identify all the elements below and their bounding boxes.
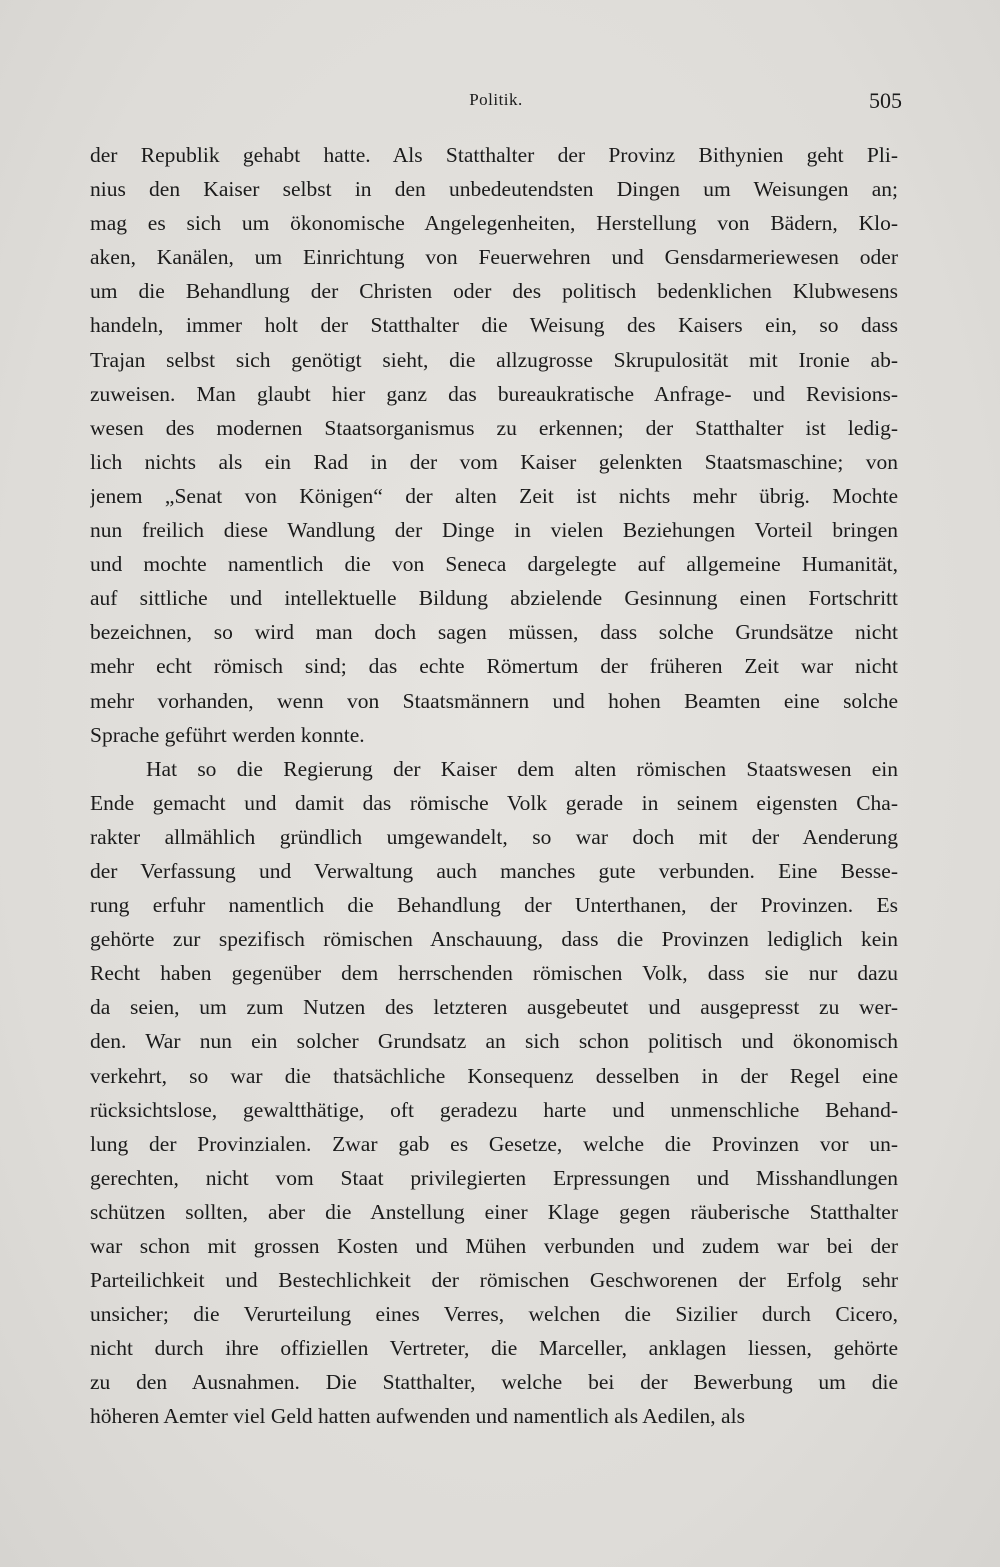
text-line: lung der Provinzialen. Zwar gab es Gesetze, welche die Provinzen vor un- [90, 1131, 898, 1156]
paragraph [90, 138, 898, 752]
text-line: der Verfassung und Verwaltung auch manches gute verbunden. Eine Besse- [90, 858, 898, 883]
paragraph-container [90, 138, 898, 1434]
text-line: bezeichnen, so wird man doch sagen müssen, dass solche Grundsätze nicht [90, 620, 898, 645]
text-line: und mochte namentlich die von Seneca dargelegte auf allgemeine Humanität, [90, 552, 898, 577]
text-line: der Republik gehabt hatte. Als Statthalter der Provinz Bithynien geht Pli- [90, 143, 898, 167]
text-line: Sprache geführt werden konnte. [90, 722, 365, 747]
text-line: den. War nun ein solcher Grundsatz an sich schon politisch und ökonomisch [90, 1029, 898, 1054]
text-line: gerechten, nicht vom Staat privilegierten Erpressungen und Misshandlungen [90, 1165, 898, 1190]
text-line: unsicher; die Verurteilung eines Verres, welchen die Sizilier durch Cicero, [90, 1302, 898, 1327]
paragraph [90, 752, 898, 1434]
text-line: um die Behandlung der Christen oder des politisch bedenklichen Klubwesens [90, 279, 898, 304]
text-line: wesen des modernen Staatsorganismus zu erkennen; der Statthalter ist ledig- [90, 415, 898, 440]
text-line: da seien, um zum Nutzen des letzteren ausgebeutet und ausgepresst zu wer- [90, 995, 898, 1020]
text-line: handeln, immer holt der Statthalter die Weisung des Kaisers ein, so dass [90, 313, 898, 338]
text-line: rung erfuhr namentlich die Behandlung der Unterthanen, der Provinzen. Es [90, 893, 898, 918]
text-line: Hat so die Regierung der Kaiser dem alten römischen Staatswesen ein [146, 756, 898, 781]
text-line: mehr echt römisch sind; das echte Römertum der früheren Zeit war nicht [90, 654, 898, 679]
text-line: gehörte zur spezifisch römischen Anschauung, dass die Provinzen lediglich kein [90, 927, 898, 952]
text-line: aken, Kanälen, um Einrichtung von Feuerwehren und Gensdarmeriewesen oder [90, 245, 898, 270]
body-text [90, 138, 898, 1434]
text-line: rücksichtslose, gewaltthätige, oft geradezu harte und unmenschliche Behand- [90, 1097, 898, 1122]
text-line: lich nichts als ein Rad in der vom Kaiser gelenkten Staatsmaschine; von [90, 449, 898, 474]
text-line: höheren Aemter viel Geld hatten aufwenden und namentlich als Aedilen, als [90, 1404, 745, 1429]
text-line: war schon mit grossen Kosten und Mühen verbunden und zudem war bei der [90, 1234, 898, 1258]
page-number: 505 [869, 88, 902, 113]
text-line: jenem „Senat von Königen“ der alten Zeit ist nichts mehr übrig. Mochte [90, 483, 898, 508]
text-line: nius den Kaiser selbst in den unbedeutendsten Dingen um Weisungen an; [90, 177, 898, 202]
text-line: Recht haben gegenüber dem herrschenden römischen Volk, dass sie nur dazu [90, 961, 898, 986]
text-line: Parteilichkeit und Bestechlichkeit der römischen Geschworenen der Erfolg sehr [90, 1268, 898, 1293]
text-line: mehr vorhanden, wenn von Staatsmännern und hohen Beamten eine solche [90, 688, 898, 713]
text-line: Ende gemacht und damit das römische Volk gerade in seinem eigensten Cha- [90, 790, 898, 815]
text-line: nicht durch ihre offiziellen Vertreter, die Marceller, anklagen liessen, gehörte [90, 1336, 898, 1361]
page-header [90, 88, 902, 118]
text-line: zu den Ausnahmen. Die Statthalter, welche bei der Bewerbung um die [90, 1370, 898, 1395]
running-head: Politik. [469, 90, 523, 109]
text-line: auf sittliche und intellektuelle Bildung abzielende Gesinnung einen Fortschritt [90, 586, 898, 611]
text-line: mag es sich um ökonomische Angelegenheiten, Herstellung von Bädern, Klo- [90, 211, 898, 236]
text-line: schützen sollten, aber die Anstellung einer Klage gegen räuberische Statthalter [90, 1199, 898, 1224]
text-line: verkehrt, so war die thatsächliche Konsequenz desselben in der Regel eine [90, 1063, 898, 1088]
text-line: zuweisen. Man glaubt hier ganz das bureaukratische Anfrage- und Revisions- [90, 381, 898, 406]
text-line: rakter allmählich gründlich umgewandelt, so war doch mit der Aenderung [90, 824, 898, 849]
text-line: nun freilich diese Wandlung der Dinge in vielen Beziehungen Vorteil bringen [90, 518, 898, 543]
text-line: Trajan selbst sich genötigt sieht, die allzugrosse Skrupulosität mit Ironie ab- [90, 347, 898, 372]
